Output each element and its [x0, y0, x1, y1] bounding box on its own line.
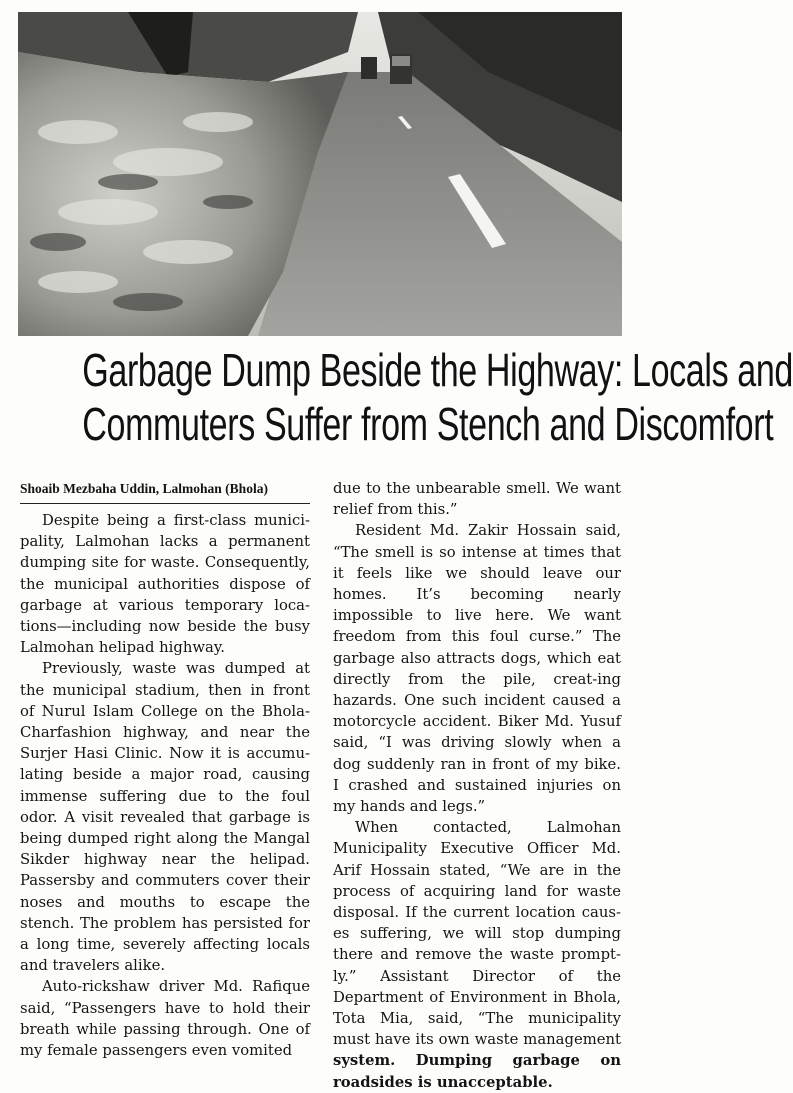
paragraph-5-text: When contacted, Lalmohan Municipality Executive Officer Md. Arif Hossain stated, “We are in the process of acquiring land for waste disposal. If the current location caus-es suffering, we will stop dumping there and remove the waste prompt-ly.” Assistant Director of the Department of Environment in Bhola, Tota Mia, said, “The municipality must have its own waste management — [333, 819, 621, 1049]
article-column-right — [333, 478, 621, 1093]
headline-line-2: Commuters Suffer from Stench and Discomfort — [82, 398, 774, 450]
paragraph-4: Resident Md. Zakir Hossain said, “The smell is so intense at times that it feels like we should leave our homes. It’s becoming nearly impossible to live here. We want freedom from this foul curse.” The garbage also attracts dogs, which eat directly from the pile, creat-ing hazards. One such incident caused a motorcycle accident. Biker Md. Yusuf said, “I was driving slowly when a dog suddenly ran in front of my bike. I crashed and sustained injuries on my hands and legs.” — [333, 522, 621, 816]
paragraph-2: Previously, waste was dumped at the municipal stadium, then in front of Nurul Islam College on the Bhola-Charfashion highway, and near the Surjer Hasi Clinic. Now it is accumu-lating beside a major road, causing immense suffering due to the foul odor. A visit revealed that garbage is being dumped right along the Mangal Sikder highway near the helipad. Passersby and commuters cover their noses and mouths to escape the stench. The problem has persisted for a long time, severely affecting locals and travelers alike. — [20, 660, 310, 975]
headline — [82, 343, 793, 451]
byline-divider — [20, 503, 310, 504]
paragraph-3-continued: due to the unbearable smell. We want relief from this.” — [333, 480, 621, 519]
paragraph-5 — [333, 817, 621, 1093]
byline: Shoaib Mezbaha Uddin, Lalmohan (Bhola) — [20, 481, 268, 496]
article-column-left — [20, 478, 310, 1061]
paragraph-5-bold-text: system. Dumping garbage on roadsides is unacceptable. — [333, 1052, 621, 1091]
article-photo — [18, 12, 622, 336]
headline-line-1: Garbage Dump Beside the Highway: Locals and — [82, 344, 793, 396]
paragraph-1: Despite being a first-class munici-pality, Lalmohan lacks a permanent dumping site for waste. Consequently, the municipal authorities dispose of garbage at various temporary loca-tions—including now beside the busy Lalmohan helipad highway. — [20, 512, 310, 657]
paragraph-3: Auto-rickshaw driver Md. Rafique said, “Passengers have to hold their breath while passing through. One of my female passengers even vomited — [20, 978, 310, 1060]
roadside-garbage-photo-image — [18, 12, 622, 336]
